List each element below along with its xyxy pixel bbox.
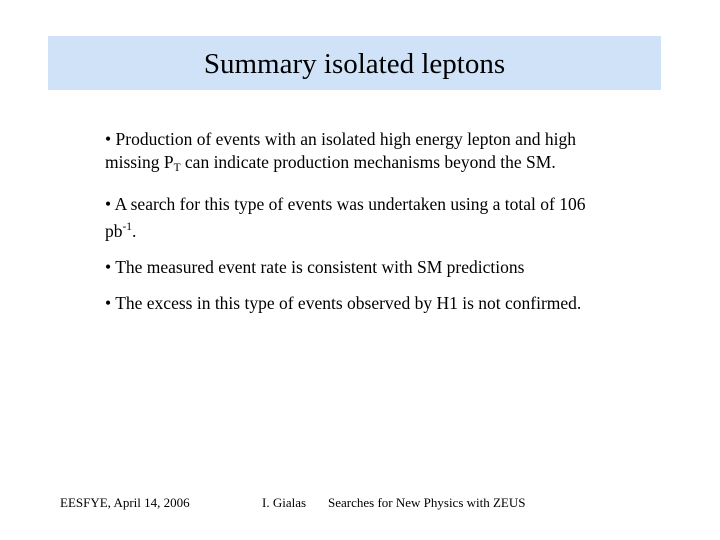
bullet-text: The measured event rate is consistent with SM predictions <box>115 257 525 277</box>
bullet-marker: • <box>105 293 112 313</box>
title-bar <box>48 36 661 90</box>
bullet-subscript: T <box>173 162 181 174</box>
bullet-item-excess <box>105 292 605 315</box>
bullet-text: Production of events with an isolated high energy lepton and high missing P <box>105 129 576 172</box>
bullet-marker: • <box>105 129 112 149</box>
footer-date: EESFYE, April 14, 2006 <box>60 495 190 510</box>
bullet-text-continuation: . <box>131 221 137 241</box>
bullet-marker: • <box>105 194 112 214</box>
slide-title: Summary isolated leptons <box>203 47 506 80</box>
bullet-text: A search for this type of events was undertaken using a total of 106 pb <box>105 194 586 241</box>
bullet-item-search <box>105 193 605 243</box>
bullet-list <box>105 128 605 315</box>
bullet-item-production <box>105 128 605 180</box>
footer-talk-title: Searches for New Physics with ZEUS <box>328 495 526 510</box>
bullet-item-event-rate <box>105 256 605 279</box>
bullet-text: The excess in this type of events observed by H1 is not confirmed. <box>115 293 582 313</box>
footer-author: I. Gialas <box>262 495 307 510</box>
bullet-text-continuation: can indicate production mechanisms beyond the SM. <box>180 152 556 172</box>
bullet-marker: • <box>105 257 112 277</box>
bullet-superscript: -1 <box>122 221 132 233</box>
